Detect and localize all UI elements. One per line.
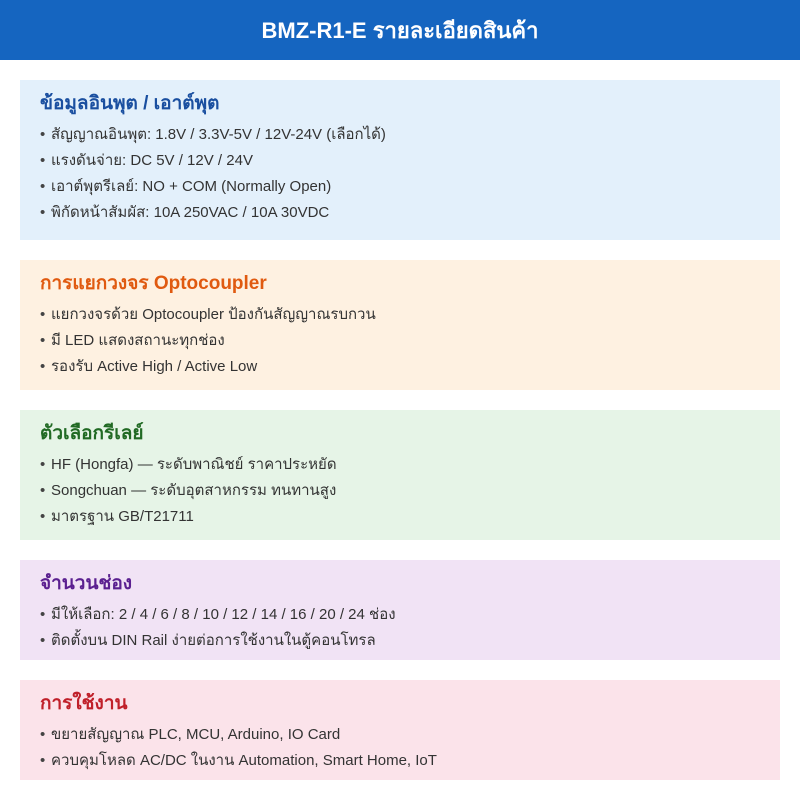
section-title: ตัวเลือกรีเลย์ [40,423,144,444]
list-item: • เอาต์พุตรีเลย์: NO + COM (Normally Open) [40,174,760,200]
section-title: การแยกวงจร Optocoupler [40,273,267,294]
section-optocoupler [20,260,780,390]
page-title: BMZ-R1-E รายละเอียดสินค้า [261,17,539,43]
list-item: • มาตรฐาน GB/T21711 [40,504,760,530]
section-relay-options [20,410,780,540]
section-title: จำนวนช่อง [40,573,133,594]
spec-list [40,122,760,226]
list-item: • รองรับ Active High / Active Low [40,354,760,380]
page-header [0,0,800,60]
list-item: • มีให้เลือก: 2 / 4 / 6 / 8 / 10 / 12 / 14 / 16 / 20 / 24 ช่อง [40,602,760,628]
spec-list [40,722,760,774]
list-item: • Songchuan — ระดับอุตสาหกรรม ทนทานสูง [40,478,760,504]
list-item: • มี LED แสดงสถานะทุกช่อง [40,328,760,354]
spec-list [40,452,760,530]
section-title: การใช้งาน [40,693,128,714]
list-item: • ขยายสัญญาณ PLC, MCU, Arduino, IO Card [40,722,760,748]
spec-list [40,602,760,654]
section-input-output [20,80,780,240]
list-item: • แยกวงจรด้วย Optocoupler ป้องกันสัญญาณรบกวน [40,302,760,328]
section-applications [20,680,780,780]
list-item: • ติดตั้งบน DIN Rail ง่ายต่อการใช้งานในตู้คอนโทรล [40,628,760,654]
section-title: ข้อมูลอินพุต / เอาต์พุต [40,93,220,114]
list-item: • ควบคุมโหลด AC/DC ในงาน Automation, Smart Home, IoT [40,748,760,774]
list-item: • สัญญาณอินพุต: 1.8V / 3.3V-5V / 12V-24V (เลือกได้) [40,122,760,148]
list-item: • พิกัดหน้าสัมผัส: 10A 250VAC / 10A 30VDC [40,200,760,226]
spec-list [40,302,760,380]
list-item: • แรงดันจ่าย: DC 5V / 12V / 24V [40,148,760,174]
list-item: • HF (Hongfa) — ระดับพาณิชย์ ราคาประหยัด [40,452,760,478]
section-channel-count [20,560,780,660]
